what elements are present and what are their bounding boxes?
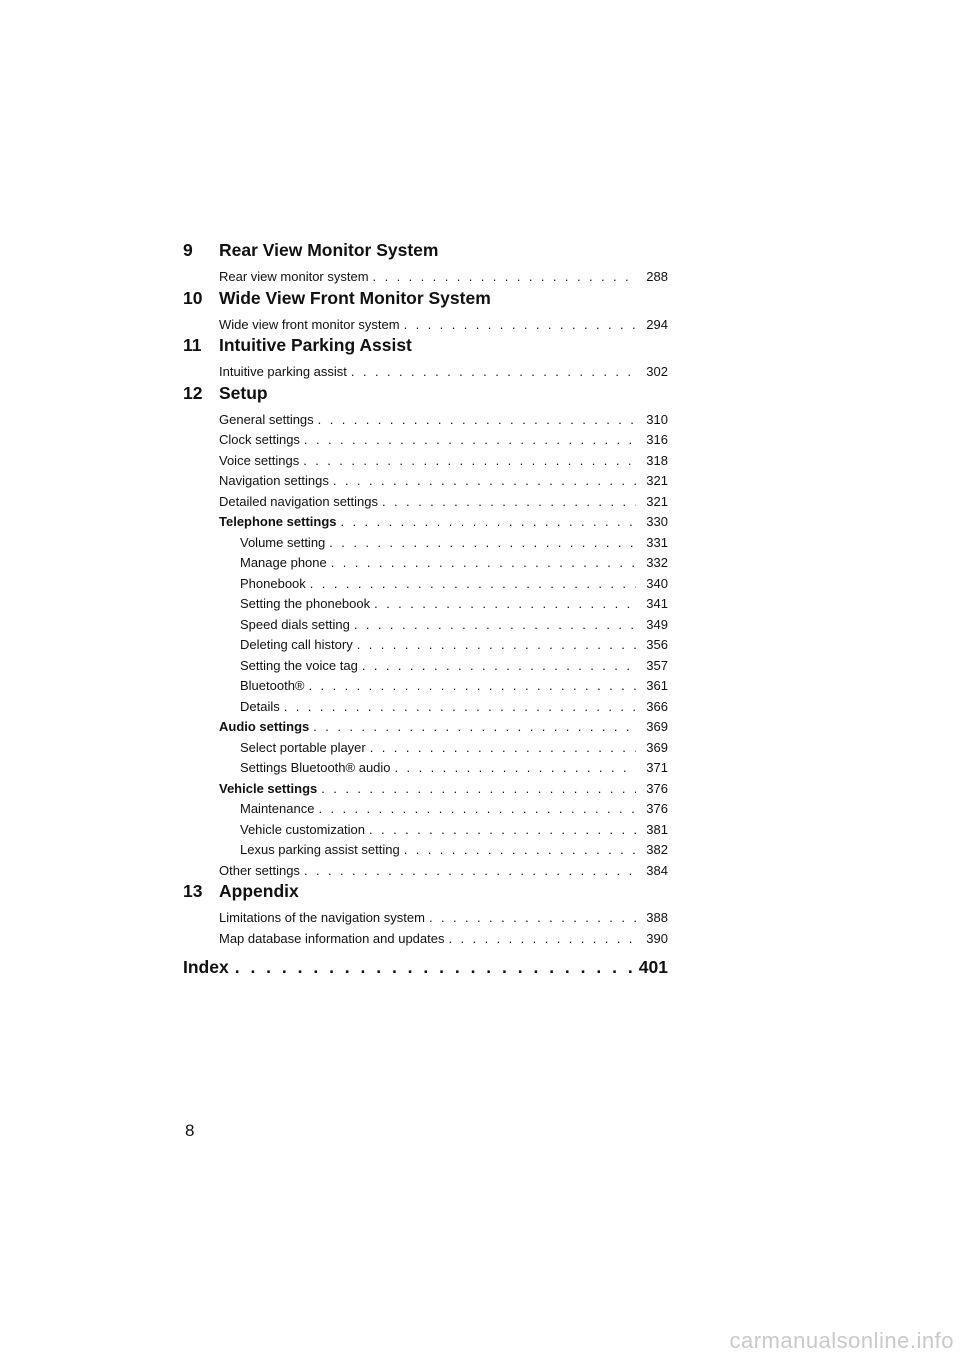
chapter-heading	[183, 335, 668, 359]
toc-entry-page: 384	[646, 862, 668, 878]
dot-leader	[313, 717, 636, 738]
chapter-title: Rear View Monitor System	[219, 240, 439, 260]
table-of-contents	[183, 240, 668, 978]
dot-leader	[362, 656, 636, 677]
chapter-heading	[183, 288, 668, 312]
toc-entry-page: 388	[646, 910, 668, 925]
chapter-entries	[219, 410, 668, 882]
chapter-number: 13	[183, 881, 203, 901]
toc-entry-label: Phonebook	[240, 575, 306, 591]
chapter-title: Setup	[219, 382, 268, 403]
chapter-entries	[219, 315, 668, 336]
toc-entry-label: Telephone settings	[219, 514, 337, 529]
toc-entry-page: 332	[646, 555, 668, 570]
index-entry[interactable]	[183, 957, 668, 978]
dot-leader	[429, 908, 636, 929]
toc-entry[interactable]	[219, 574, 668, 595]
toc-entry-label: Detailed navigation settings	[219, 493, 378, 509]
dot-leader	[235, 957, 637, 978]
chapter-heading	[183, 240, 668, 264]
toc-entry-label: Deleting call history	[240, 637, 353, 652]
toc-entry[interactable]	[219, 656, 668, 677]
toc-entry[interactable]	[219, 451, 668, 472]
toc-entry-label: Limitations of the navigation system	[219, 910, 425, 925]
toc-entry-label: Intuitive parking assist	[219, 364, 347, 379]
toc-entry-page: 321	[646, 473, 668, 488]
dot-leader	[304, 861, 636, 882]
dot-leader	[333, 471, 636, 492]
dot-leader	[404, 840, 636, 861]
toc-entry-page: 294	[646, 316, 668, 332]
toc-entry[interactable]	[219, 533, 668, 554]
toc-entry-label: Voice settings	[219, 452, 300, 468]
toc-entry[interactable]	[219, 799, 668, 820]
toc-entry-label: Rear view monitor system	[219, 269, 369, 284]
toc-entry[interactable]	[219, 430, 668, 451]
toc-entry-page: 376	[646, 780, 668, 796]
toc-entry-page: 288	[646, 269, 668, 284]
toc-entry[interactable]	[219, 553, 668, 574]
toc-entry-label: General settings	[219, 411, 314, 427]
toc-entry-label: Volume setting	[240, 534, 326, 550]
toc-entry[interactable]	[219, 512, 668, 533]
dot-leader	[354, 615, 636, 636]
toc-entry-page: 340	[646, 575, 668, 591]
dot-leader	[357, 635, 636, 656]
toc-entry-label: Lexus parking assist setting	[240, 842, 400, 857]
dot-leader	[374, 594, 636, 615]
chapter-block	[183, 335, 668, 383]
chapter-title: Intuitive Parking Assist	[219, 335, 412, 355]
toc-entry[interactable]	[219, 908, 668, 929]
toc-entry-page: 321	[646, 493, 668, 509]
toc-entry-label: Clock settings	[219, 432, 300, 447]
dot-leader	[370, 738, 636, 759]
chapter-number: 11	[183, 335, 202, 355]
toc-entry-page: 316	[646, 432, 668, 447]
toc-entry-page: 366	[646, 698, 668, 714]
toc-entry[interactable]	[219, 929, 668, 950]
dot-leader	[284, 697, 636, 718]
dot-leader	[318, 410, 636, 431]
toc-entry-page: 369	[646, 719, 668, 734]
toc-entry-label: Vehicle customization	[240, 821, 366, 837]
toc-entry[interactable]	[219, 861, 668, 882]
toc-entry[interactable]	[219, 738, 668, 759]
toc-entry-page: 341	[646, 596, 668, 611]
chapter-heading	[183, 383, 668, 407]
dot-leader	[303, 451, 636, 472]
toc-entry-page: 331	[646, 534, 668, 550]
toc-entry[interactable]	[219, 471, 668, 492]
toc-entry-label: Speed dials setting	[240, 616, 350, 632]
toc-entry-label: Navigation settings	[219, 473, 329, 488]
chapter-number: 9	[183, 240, 193, 260]
toc-entry-label: Vehicle settings	[219, 780, 318, 796]
toc-entry-label: Map database information and updates	[219, 930, 445, 946]
dot-leader	[369, 820, 636, 841]
dot-leader	[373, 267, 636, 288]
dot-leader	[351, 362, 636, 383]
toc-entry[interactable]	[219, 840, 668, 861]
toc-entry-label: Audio settings	[219, 719, 310, 734]
toc-entry-page: 302	[646, 364, 668, 379]
chapter-entries	[219, 267, 668, 288]
chapter-entries	[219, 362, 668, 383]
toc-entry-page: 349	[646, 616, 668, 632]
toc-entry[interactable]	[219, 362, 668, 383]
toc-entry-page: 376	[646, 801, 668, 816]
chapter-block	[183, 383, 668, 882]
dot-leader	[382, 492, 636, 513]
toc-entry-label: Other settings	[219, 862, 300, 878]
toc-entry[interactable]	[219, 615, 668, 636]
toc-entry[interactable]	[219, 267, 668, 288]
toc-entry-page: 361	[646, 678, 668, 693]
toc-entry-label: Select portable player	[240, 739, 366, 755]
toc-entry[interactable]	[219, 676, 668, 697]
toc-entry[interactable]	[219, 492, 668, 513]
chapter-number: 10	[183, 287, 203, 308]
toc-entry-label: Wide view front monitor system	[219, 316, 400, 332]
dot-leader	[449, 929, 637, 950]
toc-entry-label: Details	[240, 698, 280, 714]
chapter-title: Wide View Front Monitor System	[219, 287, 491, 308]
toc-entry-page: 369	[646, 739, 668, 755]
toc-entry[interactable]	[219, 820, 668, 841]
page-number: 8	[185, 1121, 195, 1140]
toc-entry-page: 381	[646, 821, 668, 837]
toc-entry[interactable]	[219, 779, 668, 800]
toc-entry-page: 357	[646, 657, 668, 673]
toc-entry-label: Settings Bluetooth® audio	[240, 760, 391, 775]
toc-entry-page: 318	[646, 452, 668, 468]
toc-entry-page: 382	[646, 842, 668, 857]
dot-leader	[304, 430, 636, 451]
toc-entry-page: 310	[646, 411, 668, 427]
chapter-title: Appendix	[219, 881, 299, 901]
dot-leader	[309, 676, 636, 697]
toc-entry-label: Setting the voice tag	[240, 657, 358, 673]
toc-entry[interactable]	[219, 717, 668, 738]
toc-entry-label: Bluetooth®	[240, 678, 305, 693]
chapter-block	[183, 240, 668, 288]
toc-entry-label: Manage phone	[240, 555, 327, 570]
dot-leader	[395, 758, 636, 779]
dot-leader	[331, 553, 636, 574]
toc-entry-page: 371	[646, 760, 668, 775]
toc-entry[interactable]	[219, 697, 668, 718]
dot-leader	[404, 315, 636, 336]
dot-leader	[341, 512, 637, 533]
toc-entry-page: 390	[646, 930, 668, 946]
toc-entry[interactable]	[219, 594, 668, 615]
index-label: Index	[183, 957, 229, 977]
toc-entry[interactable]	[219, 315, 668, 336]
toc-entry[interactable]	[219, 635, 668, 656]
chapter-block	[183, 881, 668, 949]
watermark: carmanualsonline.info	[729, 1328, 954, 1353]
chapter-heading	[183, 881, 668, 905]
toc-entry[interactable]	[219, 410, 668, 431]
dot-leader	[329, 533, 636, 554]
toc-entry-page: 330	[646, 514, 668, 529]
chapter-number: 12	[183, 382, 203, 403]
toc-entry-page: 356	[646, 637, 668, 652]
index-page: 401	[638, 957, 668, 977]
dot-leader	[310, 574, 636, 595]
chapter-block	[183, 288, 668, 336]
dot-leader	[318, 799, 636, 820]
toc-entry-label: Maintenance	[240, 801, 315, 816]
chapter-entries	[219, 908, 668, 949]
toc-entry[interactable]	[219, 758, 668, 779]
dot-leader	[321, 779, 636, 800]
toc-entry-label: Setting the phonebook	[240, 596, 371, 611]
